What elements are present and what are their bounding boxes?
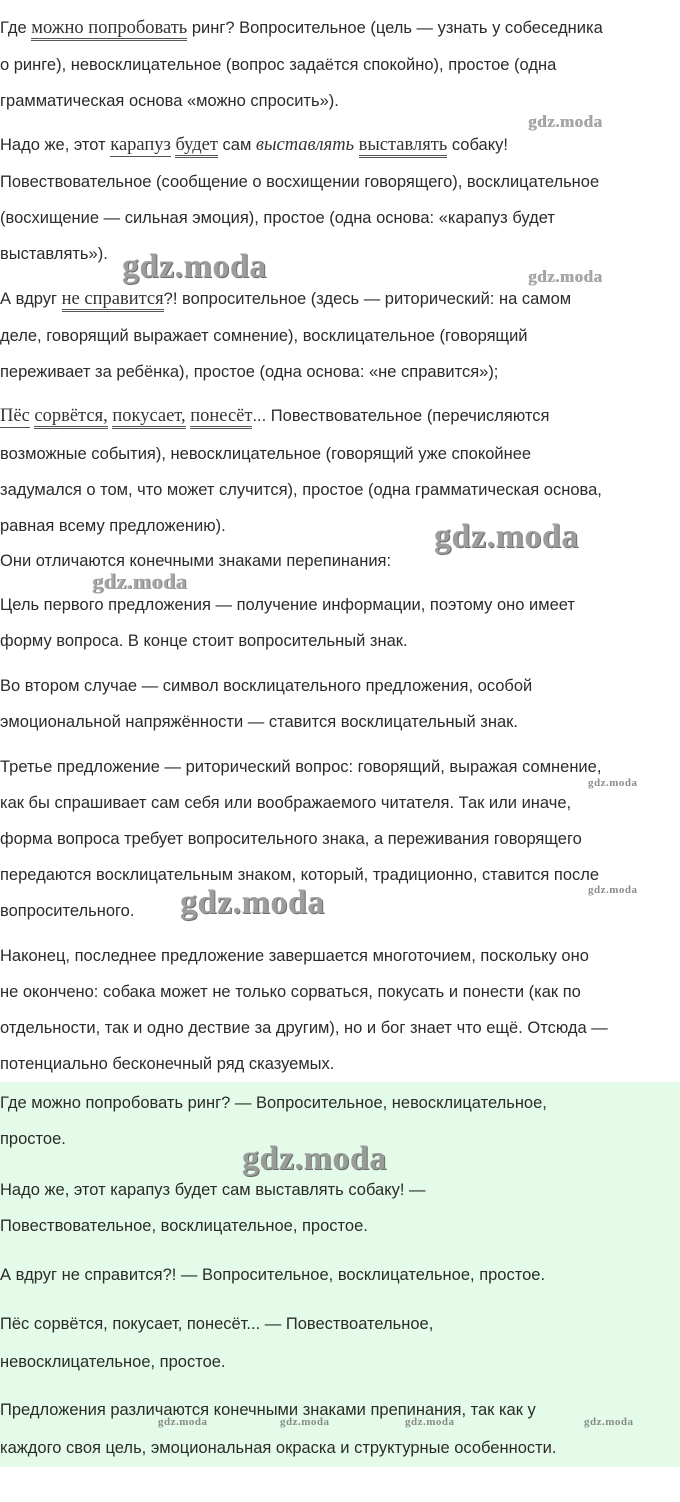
- answer-5-line-1: Предложения различаются конечными знаками препинания, так как у: [0, 1401, 536, 1419]
- answer-3: А вдруг не справится?! — Вопросительное, восклицательное, простое.: [0, 1266, 546, 1284]
- answer-4-line-1: Пёс сорвётся, покусает, понесёт... — Повествоательное,: [0, 1315, 434, 1333]
- punctuation-intro: Они отличаются конечными знаками перепинания:: [0, 552, 392, 570]
- sentence-2-line-3: (восхищение — сильная эмоция), простое (одна основа: «карапуз будет: [0, 209, 555, 227]
- predicate-underline: покусает,: [112, 406, 185, 429]
- watermark: gdz.moda: [584, 1416, 634, 1428]
- goal-line-2: форму вопроса. В конце стоит вопросительный знак.: [0, 632, 408, 650]
- predicate-underline: выставлять: [359, 135, 448, 158]
- goal-line-1: Цель первого предложения — получение информации, поэтому оно имеет: [0, 596, 575, 614]
- text: Надо же, этот: [0, 136, 111, 154]
- third-line-3: форма вопроса требует вопросительного знака, а переживания говорящего: [0, 830, 582, 848]
- predicate-underline: сорвётся,: [34, 406, 107, 429]
- sentence-1-line-1: [0, 10, 680, 47]
- sentence-4-line-1: [0, 398, 680, 435]
- third-line-4: передаются восклицательным знаком, который, традиционно, ставится после: [0, 866, 600, 884]
- sentence-4-line-4: равная всему предложению).: [0, 517, 226, 535]
- text: А вдруг: [0, 290, 62, 308]
- watermark: gdz.moda: [122, 248, 267, 285]
- third-line-5: вопросительного.: [0, 902, 135, 920]
- watermark: gdz.moda: [92, 569, 188, 594]
- italic-word: выставлять: [255, 135, 355, 155]
- third-line-1: Третье предложение — риторический вопрос: говорящий, выражая сомнение,: [0, 758, 602, 776]
- answer-2-line-2: Повествовательное, восклицательное, простое.: [0, 1217, 368, 1235]
- text: собаку!: [447, 136, 508, 154]
- last-line-3: отдельности, так и одно дествие за другим), но и бог знает что ещё. Отсюда —: [0, 1019, 608, 1037]
- answer-1-line-2: простое.: [0, 1130, 66, 1148]
- last-line-4: потенциально бесконечный ряд сказуемых.: [0, 1055, 335, 1073]
- watermark: gdz.moda: [588, 777, 638, 789]
- sentence-1-line-2: о ринге), невосклицательное (вопрос задаётся спокойно), простое (одна: [0, 56, 557, 74]
- watermark: gdz.moda: [242, 1140, 387, 1177]
- sentence-4-line-2: возможные события), невосклицательное (говорящий уже спокойнее: [0, 445, 532, 463]
- sentence-2-line-4: выставлять»).: [0, 245, 108, 263]
- sentence-1-line-3: грамматическая основа «можно спросить»).: [0, 92, 339, 110]
- sentence-4-line-3: задумался о том, что может случится), простое (одна грамматическая основа,: [0, 481, 602, 499]
- sentence-2-line-2: Повествовательное (сообщение о восхищении говорящего), восклицательное: [0, 173, 600, 191]
- watermark: gdz.moda: [158, 1416, 208, 1428]
- predicate-underline: будет: [175, 135, 218, 158]
- watermark: gdz.moda: [528, 112, 603, 131]
- second-line-2: эмоциональной напряжённости — ставится восклицательный знак.: [0, 713, 518, 731]
- text: ?! вопросительное (здесь — риторический: на самом: [163, 290, 572, 308]
- watermark: gdz.moda: [528, 267, 603, 286]
- answer-4-line-2: невосклицательное, простое.: [0, 1353, 226, 1371]
- watermark: gdz.moda: [280, 1416, 330, 1428]
- second-line-1: Во втором случае — символ восклицательного предложения, особой: [0, 677, 533, 695]
- sentence-3-line-3: переживает за ребёнка), простое (одна основа: «не справится»);: [0, 363, 499, 381]
- watermark: gdz.moda: [434, 518, 579, 555]
- answer-1-line-1: Где можно попробовать ринг? — Вопросительное, невосклицательное,: [0, 1094, 547, 1112]
- predicate-underline: не справится: [62, 289, 164, 312]
- sentence-3-line-2: деле, говорящий выражает сомнение), восклицательное (говорящий: [0, 327, 528, 345]
- watermark: gdz.moda: [405, 1416, 455, 1428]
- subject-underline: Пёс: [0, 406, 30, 426]
- predicate-underline: можно попробовать: [31, 18, 187, 41]
- last-line-2: не окончено: собака может не только сорваться, покусать и понести (как по: [0, 983, 581, 1001]
- text: ринг? Вопросительное (цель — узнать у собеседника: [187, 19, 603, 37]
- answer-2-line-1: Надо же, этот карапуз будет сам выставлять собаку! —: [0, 1181, 426, 1199]
- text: Где: [0, 19, 32, 37]
- sentence-2-line-1: [0, 127, 680, 164]
- watermark: gdz.moda: [180, 884, 325, 921]
- third-line-2: как бы спрашивает сам себя или воображаемого читателя. Так или иначе,: [0, 794, 572, 812]
- subject-underline: карапуз: [110, 135, 171, 155]
- predicate-underline: понесёт: [190, 406, 252, 429]
- last-line-1: Наконец, последнее предложение завершается многоточием, поскольку оно: [0, 947, 589, 965]
- answer-5-line-2: каждого своя цель, эмоциональная окраска и структурные особенности.: [0, 1439, 557, 1457]
- text: ... Повествовательное (перечисляются: [252, 407, 550, 425]
- watermark: gdz.moda: [588, 884, 638, 896]
- text: сам: [217, 136, 256, 154]
